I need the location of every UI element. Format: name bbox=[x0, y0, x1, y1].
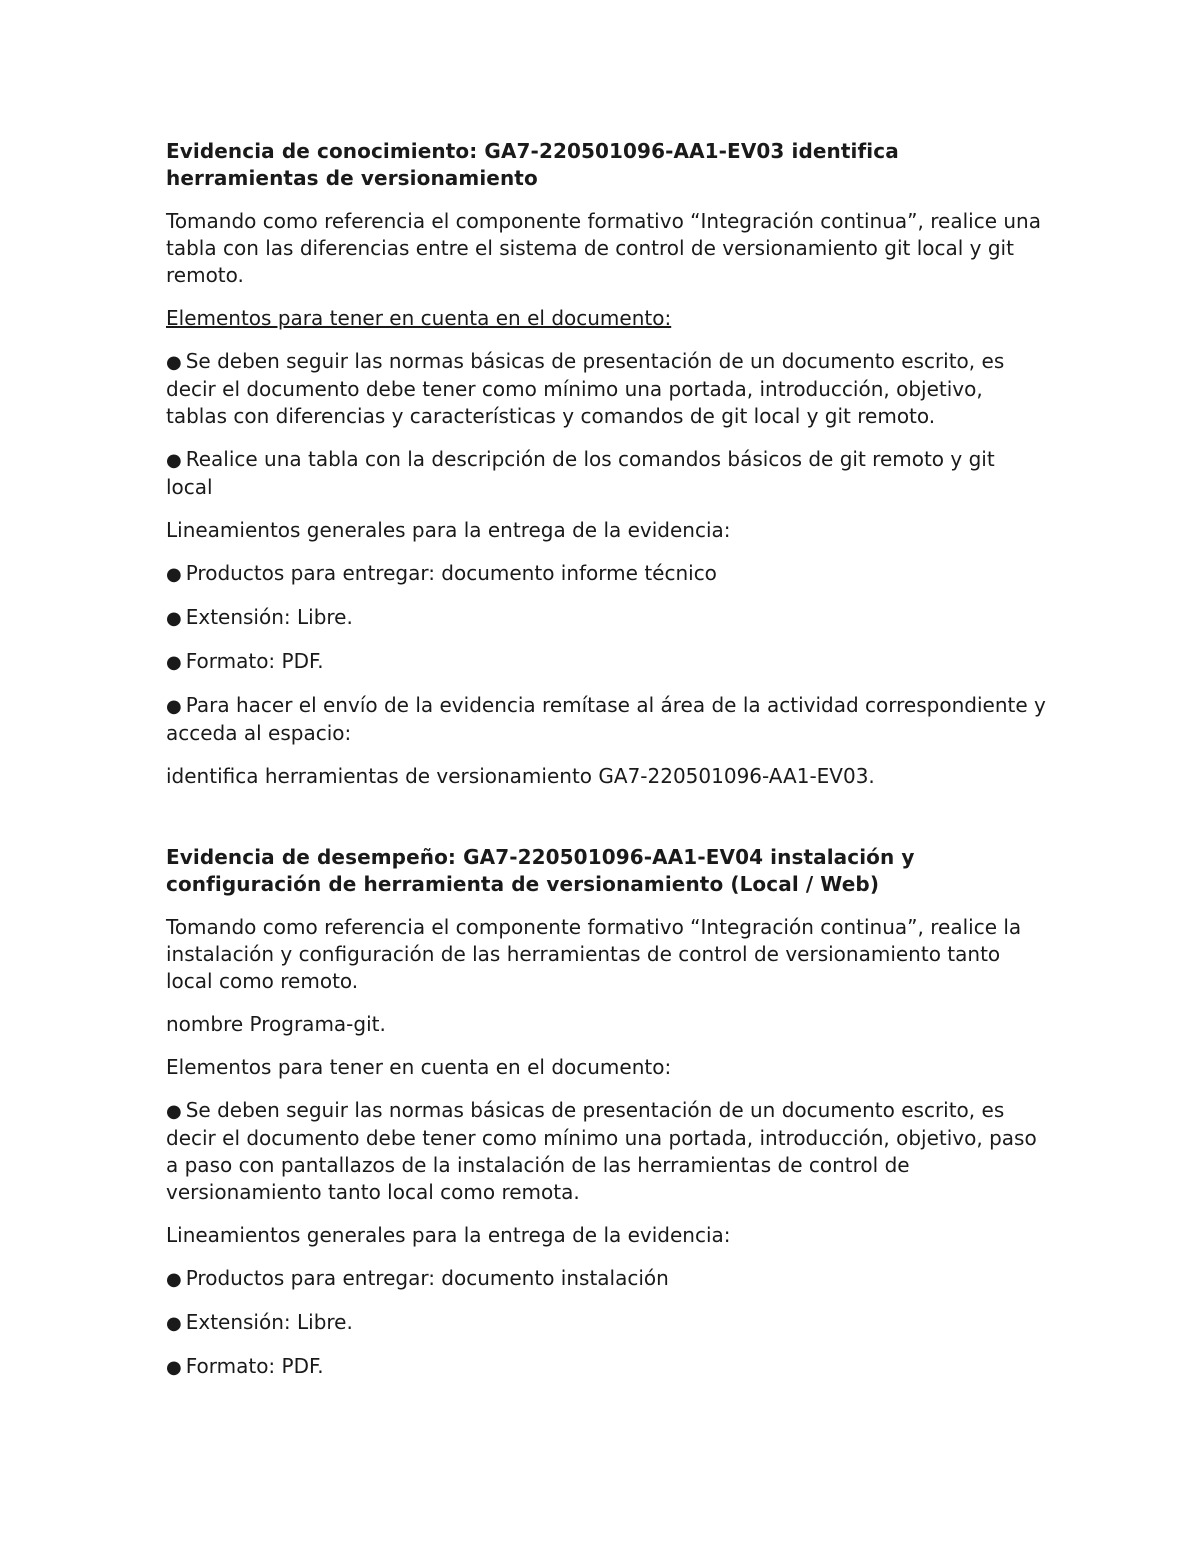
bullet-icon: ● bbox=[166, 352, 182, 373]
section2-guidelines-label: Lineamientos generales para la entrega de la evidencia: bbox=[166, 1223, 731, 1247]
list-item bbox=[166, 604, 1046, 632]
list-item-text: Se deben seguir las normas básicas de presentación de un documento escrito, es decir el documento debe tener como mínimo una portada, introducción, objetivo, paso a paso con pantallazos de la instalación de las herramientas de control de versionamiento tanto local como remota. bbox=[166, 1098, 1037, 1204]
bullet-icon: ● bbox=[166, 652, 182, 673]
list-item-text: Formato: PDF. bbox=[185, 649, 324, 673]
document-page bbox=[166, 138, 1046, 1397]
bullet-icon: ● bbox=[166, 1313, 182, 1334]
list-item bbox=[166, 348, 1046, 430]
list-item bbox=[166, 692, 1046, 747]
list-item-text: Extensión: Libre. bbox=[185, 1310, 353, 1334]
list-item bbox=[166, 446, 1046, 501]
bullet-icon: ● bbox=[166, 1269, 182, 1290]
list-item bbox=[166, 1265, 1046, 1293]
bullet-icon: ● bbox=[166, 608, 182, 629]
bullet-icon: ● bbox=[166, 1357, 182, 1378]
list-item-text: Se deben seguir las normas básicas de presentación de un documento escrito, es decir el documento debe tener como mínimo una portada, introducción, objetivo, tablas con diferencias y características y comandos de git local y git remoto. bbox=[166, 349, 1005, 428]
section1-space: identifica herramientas de versionamiento GA7-220501096-AA1-EV03. bbox=[166, 764, 875, 788]
section1-elements-label: Elementos para tener en cuenta en el documento: bbox=[166, 306, 672, 330]
bullet-icon: ● bbox=[166, 1101, 182, 1122]
section1-guidelines-label: Lineamientos generales para la entrega de la evidencia: bbox=[166, 518, 731, 542]
list-item bbox=[166, 560, 1046, 588]
section2-name-line: nombre Programa-git. bbox=[166, 1012, 386, 1036]
bullet-icon: ● bbox=[166, 564, 182, 585]
list-item-text: Productos para entregar: documento instalación bbox=[185, 1266, 669, 1290]
section1-heading: Evidencia de conocimiento: GA7-220501096-AA1-EV03 identifica herramientas de versionamiento bbox=[166, 139, 899, 190]
list-item-text: Para hacer el envío de la evidencia remítase al área de la actividad correspondiente y acceda al espacio: bbox=[166, 693, 1046, 745]
section1-intro: Tomando como referencia el componente formativo “Integración continua”, realice una tabla con las diferencias entre el sistema de control de versionamiento git local y git remoto. bbox=[166, 209, 1041, 287]
section-spacer bbox=[166, 806, 1046, 844]
bullet-icon: ● bbox=[166, 450, 182, 471]
list-item bbox=[166, 648, 1046, 676]
list-item-text: Realice una tabla con la descripción de los comandos básicos de git remoto y git local bbox=[166, 447, 995, 499]
bullet-icon: ● bbox=[166, 696, 182, 717]
list-item-text: Productos para entregar: documento informe técnico bbox=[185, 561, 717, 585]
list-item bbox=[166, 1309, 1046, 1337]
section2-intro: Tomando como referencia el componente formativo “Integración continua”, realice la instalación y configuración de las herramientas de control de versionamiento tanto local como remoto. bbox=[166, 915, 1022, 993]
section2-elements-label: Elementos para tener en cuenta en el documento: bbox=[166, 1055, 672, 1079]
section2-heading: Evidencia de desempeño: GA7-220501096-AA1-EV04 instalación y configuración de herramienta de versionamiento (Local / Web) bbox=[166, 845, 915, 896]
list-item-text: Formato: PDF. bbox=[185, 1354, 324, 1378]
list-item bbox=[166, 1097, 1046, 1206]
list-item-text: Extensión: Libre. bbox=[185, 605, 353, 629]
list-item bbox=[166, 1353, 1046, 1381]
